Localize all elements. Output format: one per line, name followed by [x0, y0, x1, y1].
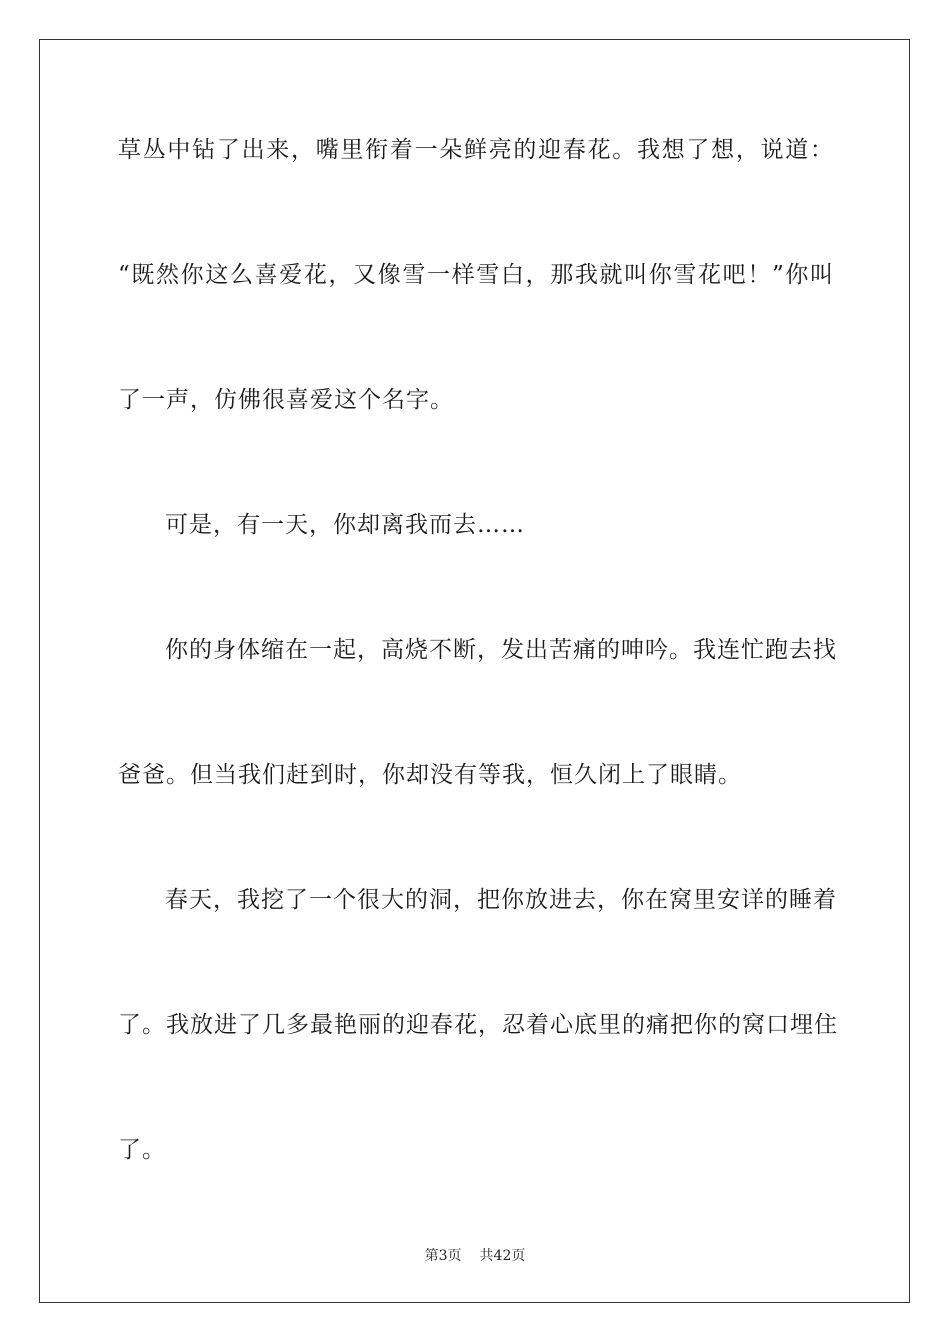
- text-line-2: “既然你这么喜爱花，又像雪一样雪白，那我就叫你雪花吧！”你叫: [118, 262, 834, 288]
- page-total: 共42页: [479, 1248, 526, 1264]
- text-line-1: 草丛中钻了出来，嘴里衔着一朵鲜亮的迎春花。我想了想，说道：: [118, 137, 834, 163]
- text-line-7: 春天，我挖了一个很大的洞，把你放进去，你在窝里安详的睡着: [165, 887, 837, 913]
- text-line-9: 了。: [118, 1137, 166, 1163]
- page-footer: [0, 1247, 950, 1265]
- page-number: 第3页: [424, 1248, 462, 1264]
- text-line-6: 爸爸。但当我们赶到时，你却没有等我，恒久闭上了眼睛。: [118, 762, 742, 788]
- text-line-4: 可是，有一天，你却离我而去……: [165, 512, 525, 538]
- text-line-8: 了。我放进了几多最艳丽的迎春花，忍着心底里的痛把你的窝口埋住: [118, 1012, 838, 1038]
- text-line-3: 了一声，仿佛很喜爱这个名字。: [118, 387, 454, 413]
- page-frame: [39, 39, 910, 1303]
- text-line-5: 你的身体缩在一起，高烧不断，发出苦痛的呻吟。我连忙跑去找: [165, 637, 837, 663]
